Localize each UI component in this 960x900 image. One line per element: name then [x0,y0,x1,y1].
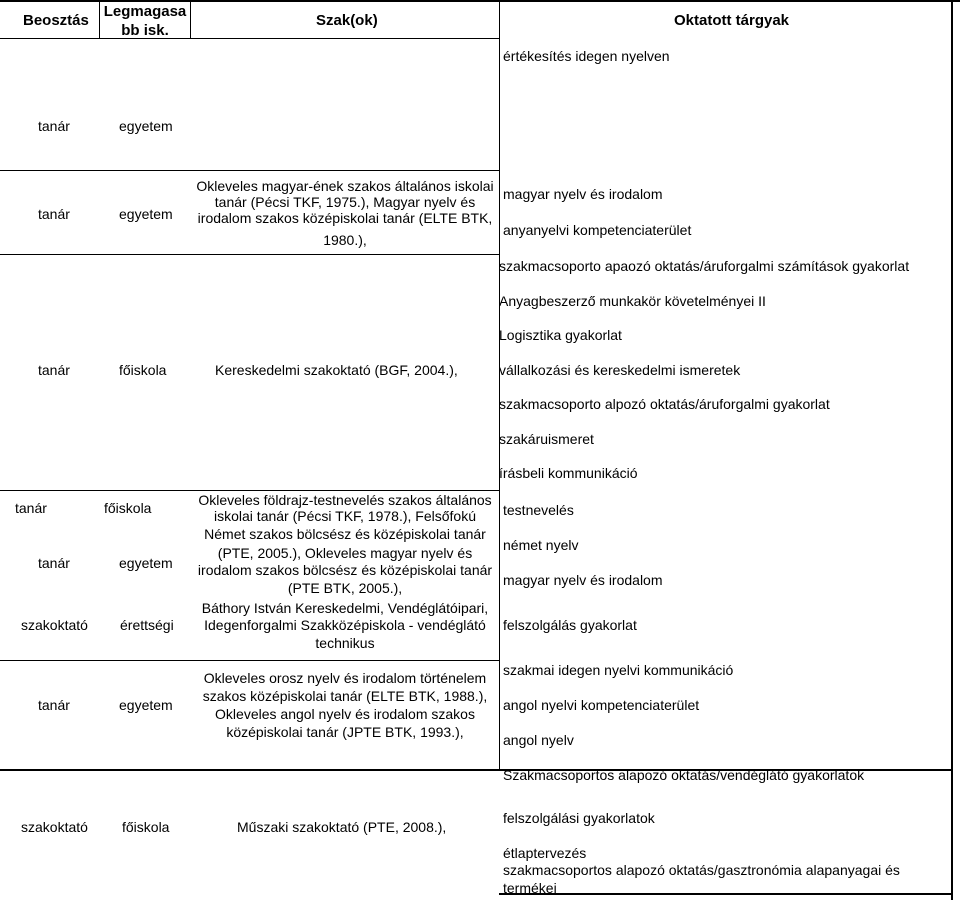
header-legmagasabb-line2: bb isk. [121,22,169,39]
row-rule-3 [0,490,500,491]
szak-line: irodalom szakos középiskolai tanár (ELTE BTK, [197,210,493,226]
iskola-cell: egyetem [119,118,173,134]
subject-item: szakmacsoportos alapozó oktatás/gasztronómia alapanyagai és [503,862,900,878]
szak-line: Idegenforgalmi Szakközépiskola - vendéglátó [204,617,486,633]
iskola-cell: főiskola [122,819,170,835]
subject-item: termékei [503,880,557,896]
table-border-top [0,0,960,2]
iskola-cell: egyetem [119,555,173,571]
subject-item: magyar nyelv és irodalom [503,572,663,588]
subject-item: testnevelés [503,502,574,518]
szak-line: Okleveles orosz nyelv és irodalom történelem [203,670,487,686]
szak-line: 1980.), [323,232,367,248]
header-beosztas: Beosztás [23,12,89,29]
subject-item: felszolgálás gyakorlat [503,617,637,633]
iskola-cell: főiskola [104,500,152,516]
beosztas-cell: szakoktató [21,617,88,633]
subject-item: értékesítés idegen nyelven [503,48,670,64]
subject-item: Logisztika gyakorlat [499,327,622,343]
szak-line: (PTE BTK, 2005.), [287,580,403,596]
szak-line: technikus [315,635,375,651]
subject-item: Szakmacsoportos alapozó oktatás/vendéglátó gyakorlatok [503,767,865,783]
szak-line: Okleveles angol nyelv és irodalom szakos [215,706,475,722]
subject-item: vállalkozási és kereskedelmi ismeretek [499,362,741,378]
subject-item: étlaptervezés [503,845,587,861]
szak-cell: Kereskedelmi szakoktató (BGF, 2004.), [215,362,458,378]
subject-item: szakmacsoporto apaozó oktatás/áruforgalmi számítások gyakorlat [499,258,910,274]
szak-line: szakos középiskolai tanár (ELTE BTK, 1988.), [202,688,488,704]
beosztas-cell: tanár [38,555,70,571]
iskola-cell: érettségi [120,617,174,633]
table-border-bottom [499,893,952,895]
subject-item: angol nyelv [503,732,574,748]
beosztas-cell: tanár [38,362,70,378]
beosztas-cell: szakoktató [21,819,88,835]
subject-item: anyanyelvi kompetenciaterület [503,222,692,238]
header-szakok: Szak(ok) [316,12,378,29]
subject-item: angol nyelvi kompetenciaterület [503,697,700,713]
row-rule-4 [0,660,500,661]
szak-cell: Műszaki szakoktató (PTE, 2008.), [237,819,447,835]
subject-item: szakmacsoporto alpozó oktatás/áruforgalmi gyakorlat [499,396,830,412]
subject-item: felszolgálási gyakorlatok [503,810,655,826]
header-legmagasabb-line1: Legmagasa [103,3,187,20]
szak-line: Német szakos bölcsész és középiskolai tanár [204,526,486,542]
subject-item: magyar nyelv és irodalom [503,186,663,202]
szak-line: középiskolai tanár (JPTE BTK, 1993.), [226,724,464,740]
szak-line: tanár (Pécsi TKF, 1975.), Magyar nyelv és [214,194,476,210]
iskola-cell: főiskola [119,362,167,378]
subject-item: írásbeli kommunikáció [499,465,638,481]
szak-line: irodalom szakos bölcsész és középiskolai tanár [197,562,493,578]
header-divider-2 [190,0,191,38]
subject-item: szakmai idegen nyelvi kommunikáció [503,662,734,678]
beosztas-cell: tanár [15,500,47,516]
szak-line: Okleveles magyar-ének szakos általános iskolai [196,178,494,194]
row-rule-1 [0,170,500,171]
table-border-right [951,0,953,900]
szak-line: Okleveles földrajz-testnevelés szakos általános [198,492,492,508]
header-bottom-rule [0,38,500,39]
szak-line: iskolai tanár (Pécsi TKF, 1978.), Felsőfokú [214,508,476,524]
beosztas-cell: tanár [38,206,70,222]
subject-item: Anyagbeszerző munkakör követelményei II [499,293,766,309]
beosztas-cell: tanár [38,118,70,134]
subject-column-divider [499,0,500,770]
iskola-cell: egyetem [119,697,173,713]
beosztas-cell: tanár [38,697,70,713]
subject-item: szakáruismeret [499,431,594,447]
szak-line: Báthory István Kereskedelmi, Vendéglátóipari, [201,600,489,616]
row-rule-2 [0,254,500,255]
header-oktatott-targyak: Oktatott tárgyak [674,12,790,29]
iskola-cell: egyetem [119,206,173,222]
szak-line: (PTE, 2005.), Okleveles magyar nyelv és [217,545,473,561]
subject-item: német nyelv [503,537,579,553]
